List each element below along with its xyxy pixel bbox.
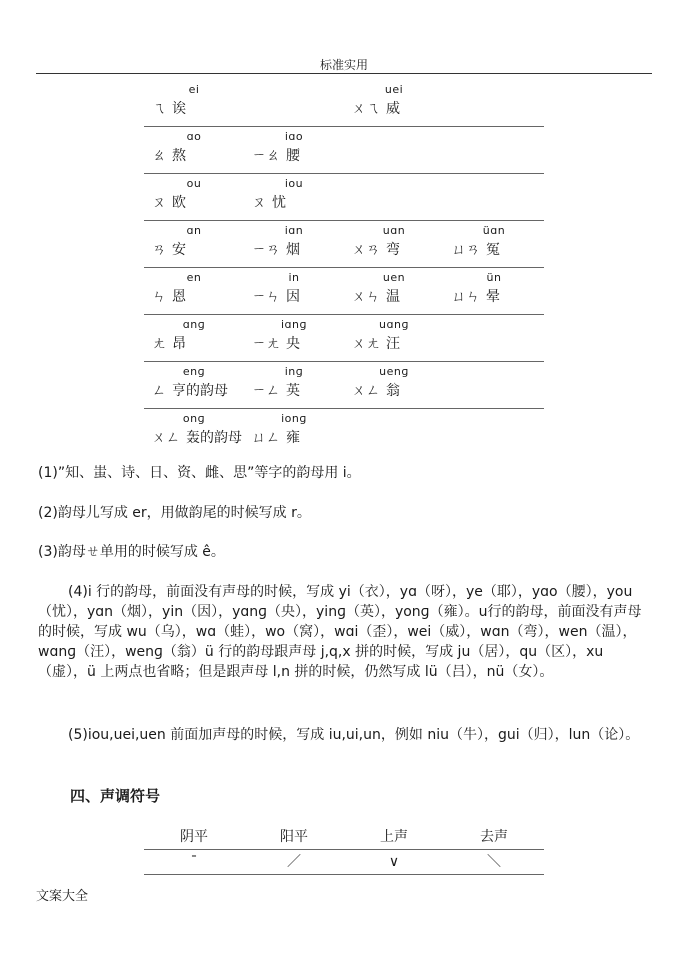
vowel-cell	[444, 221, 544, 267]
pinyin-label: uɑn	[382, 224, 406, 237]
page-footer-text: 文案大全	[36, 889, 89, 904]
zhuyin-example	[352, 288, 444, 306]
pinyin-label: onɡ	[182, 412, 206, 425]
pinyin-label: in	[288, 271, 300, 284]
pinyin-label: ɑn	[186, 224, 202, 237]
note-3: (3)韵母ㄝ单用的时候写成 ê。	[38, 544, 225, 560]
tone-table-header-row	[144, 825, 544, 850]
pinyin-label: ionɡ	[281, 412, 307, 425]
bopomofo-symbol: ㄡ	[152, 195, 166, 211]
pinyin-label: iou	[284, 177, 304, 190]
vowel-cell	[244, 174, 344, 220]
vowel-cell	[444, 268, 544, 314]
vowel-cell	[144, 268, 244, 314]
pinyin-label: üɑn	[482, 224, 506, 237]
example-character: 汪	[386, 336, 400, 352]
example-character: 雍	[286, 430, 300, 446]
pinyin-label: enɡ	[182, 365, 206, 378]
example-character: 威	[386, 101, 400, 117]
bopomofo-symbol: ㄧㄢ	[252, 242, 280, 258]
tone-mark-qusheng: ＼	[487, 854, 501, 870]
zhuyin-example	[252, 429, 344, 447]
bopomofo-symbol: ㄢ	[152, 242, 166, 258]
section-heading-tone-marks: 四、声调符号	[70, 787, 161, 805]
pinyin-label: iɑo	[284, 130, 304, 143]
bopomofo-symbol: ㄨㄟ	[352, 101, 380, 117]
vowel-table-row	[144, 409, 544, 455]
example-character: 诶	[172, 101, 186, 117]
note-5: (5)iou,uei,uen 前面加声母的时候，写成 iu,ui,un，例如 niu（牛），gui（归），lun（论）。	[68, 727, 640, 743]
note-2: (2)韵母儿写成 er，用做韵尾的时候写成 r。	[38, 505, 311, 521]
zhuyin-example	[152, 288, 244, 306]
zhuyin-example	[252, 194, 344, 212]
example-character: 腰	[286, 148, 300, 164]
zhuyin-example	[152, 335, 244, 353]
zhuyin-example	[152, 241, 244, 259]
vowel-cell	[244, 315, 344, 361]
example-character: 翁	[386, 383, 400, 399]
vowel-cell	[344, 362, 444, 408]
note-4: (4)i 行的韵母，前面没有声母的时候，写成 yi（衣），yɑ（呀），ye（耶），yɑo（腰），you（忧），yɑn（烟），yin（因），yɑnɡ（央），yinɡ（英），yonɡ（雍）。u行的韵母，前面没有声母的时候，写成 wu（乌），wɑ（蛙），wo（窝），wɑi（歪），wei（威），wɑn（弯），wen（温），wɑnɡ（汪），wenɡ（翁）ü 行的韵母跟声母 j,q,x 拼的时候，写成 ju（居），qu（区），xu（虚），ü 上两点也省略；但是跟声母 l,n 拼的时候，仍然写成 lü（吕），nü（女）。	[38, 584, 642, 680]
pinyin-label: iɑnɡ	[281, 318, 307, 331]
bopomofo-symbol: ㄩㄥ	[252, 430, 280, 446]
tone-mark-yangping: ／	[287, 854, 301, 870]
pinyin-label: inɡ	[284, 365, 304, 378]
bopomofo-symbol: ㄥ	[152, 383, 166, 399]
vowel-table-row	[144, 221, 544, 268]
note-1: (1)”知、蚩、诗、日、资、雌、思”等字的韵母用 i。	[38, 465, 361, 481]
vowel-cell	[144, 174, 244, 220]
vowel-cell	[344, 80, 444, 126]
tone-table	[144, 825, 544, 875]
pinyin-label: ou	[186, 177, 202, 190]
bopomofo-symbol: ㄟ	[152, 101, 166, 117]
bopomofo-symbol: ㄧㄥ	[252, 383, 280, 399]
pinyin-label: ɑnɡ	[182, 318, 206, 331]
zhuyin-example	[152, 147, 244, 165]
bopomofo-symbol: ㄩㄢ	[452, 242, 480, 258]
example-character: 安	[172, 242, 186, 258]
vowel-table-row	[144, 315, 544, 362]
vowel-cell	[144, 221, 244, 267]
pinyin-label: uenɡ	[379, 365, 409, 378]
example-character: 熬	[172, 148, 186, 164]
vowel-cell	[144, 409, 244, 455]
bopomofo-symbol: ㄠ	[152, 148, 166, 164]
vowel-table-row	[144, 174, 544, 221]
pinyin-label: ei	[188, 83, 200, 96]
tone-mark-shangsheng: ∨	[388, 854, 400, 870]
vowel-table-row	[144, 268, 544, 315]
bopomofo-symbol: ㄧㄣ	[252, 289, 280, 305]
pinyin-label: uen	[382, 271, 406, 284]
vowel-cell	[344, 268, 444, 314]
example-character: 央	[286, 336, 300, 352]
example-character: 温	[386, 289, 400, 305]
zhuyin-example	[152, 429, 244, 447]
vowel-table-row	[144, 80, 544, 127]
zhuyin-example	[252, 288, 344, 306]
pinyin-label: en	[186, 271, 202, 284]
example-character: 英	[286, 383, 300, 399]
zhuyin-example	[352, 335, 444, 353]
bopomofo-symbol: ㄨㄤ	[352, 336, 380, 352]
tone-mark-yinping: ˉ	[190, 854, 198, 870]
example-character: 欧	[172, 195, 186, 211]
bopomofo-symbol: ㄣ	[152, 289, 166, 305]
example-character: 忧	[272, 195, 286, 211]
example-character: 冤	[486, 242, 500, 258]
zhuyin-example	[352, 382, 444, 400]
vowel-cell	[144, 315, 244, 361]
zhuyin-example	[452, 288, 544, 306]
zhuyin-example	[252, 241, 344, 259]
example-character: 烟	[286, 242, 300, 258]
bopomofo-symbol: ㄧㄠ	[252, 148, 280, 164]
vowel-cell	[344, 315, 444, 361]
zhuyin-example	[352, 241, 444, 259]
example-character: 恩	[172, 289, 186, 305]
example-character: 因	[286, 289, 300, 305]
vowel-cell	[344, 221, 444, 267]
tone-header-yangping: 阳平	[280, 829, 308, 845]
example-character: 昂	[172, 336, 186, 352]
zhuyin-example	[252, 382, 344, 400]
tone-table-marks-row	[144, 850, 544, 875]
vowel-cell	[144, 127, 244, 173]
example-character: 轰的韵母	[186, 430, 242, 446]
tone-header-yinping: 阴平	[180, 829, 208, 845]
bopomofo-symbol: ㄩㄣ	[452, 289, 480, 305]
vowel-cell	[244, 409, 344, 455]
bopomofo-symbol: ㄤ	[152, 336, 166, 352]
example-character: 亨的韵母	[172, 383, 228, 399]
zhuyin-example	[152, 382, 244, 400]
vowel-table	[144, 80, 544, 455]
bopomofo-symbol: ㄨㄥ	[352, 383, 380, 399]
zhuyin-example	[152, 194, 244, 212]
vowel-cell	[144, 362, 244, 408]
vowel-cell	[244, 362, 344, 408]
vowel-cell	[144, 80, 244, 126]
bopomofo-symbol: ㄨㄣ	[352, 289, 380, 305]
vowel-cell	[244, 127, 344, 173]
example-character: 晕	[486, 289, 500, 305]
vowel-cell	[244, 268, 344, 314]
page-header-title: 标准实用	[319, 58, 368, 72]
bopomofo-symbol: ㄧㄤ	[252, 336, 280, 352]
zhuyin-example	[452, 241, 544, 259]
pinyin-label: uɑnɡ	[379, 318, 409, 331]
header-rule	[36, 73, 652, 74]
vowel-table-row	[144, 362, 544, 409]
pinyin-label: iɑn	[284, 224, 304, 237]
zhuyin-example	[152, 100, 244, 118]
bopomofo-symbol: ㄨㄥ	[152, 430, 180, 446]
bopomofo-symbol: ㄡ	[252, 195, 266, 211]
zhuyin-example	[352, 100, 444, 118]
vowel-table-row	[144, 127, 544, 174]
example-character: 弯	[386, 242, 400, 258]
bopomofo-symbol: ㄨㄢ	[352, 242, 380, 258]
pinyin-label: uei	[384, 83, 404, 96]
tone-header-qusheng: 去声	[480, 829, 508, 845]
pinyin-label: ün	[486, 271, 502, 284]
vowel-cell	[244, 221, 344, 267]
pinyin-label: ɑo	[186, 130, 202, 143]
zhuyin-example	[252, 335, 344, 353]
tone-header-shangsheng: 上声	[380, 829, 408, 845]
zhuyin-example	[252, 147, 344, 165]
